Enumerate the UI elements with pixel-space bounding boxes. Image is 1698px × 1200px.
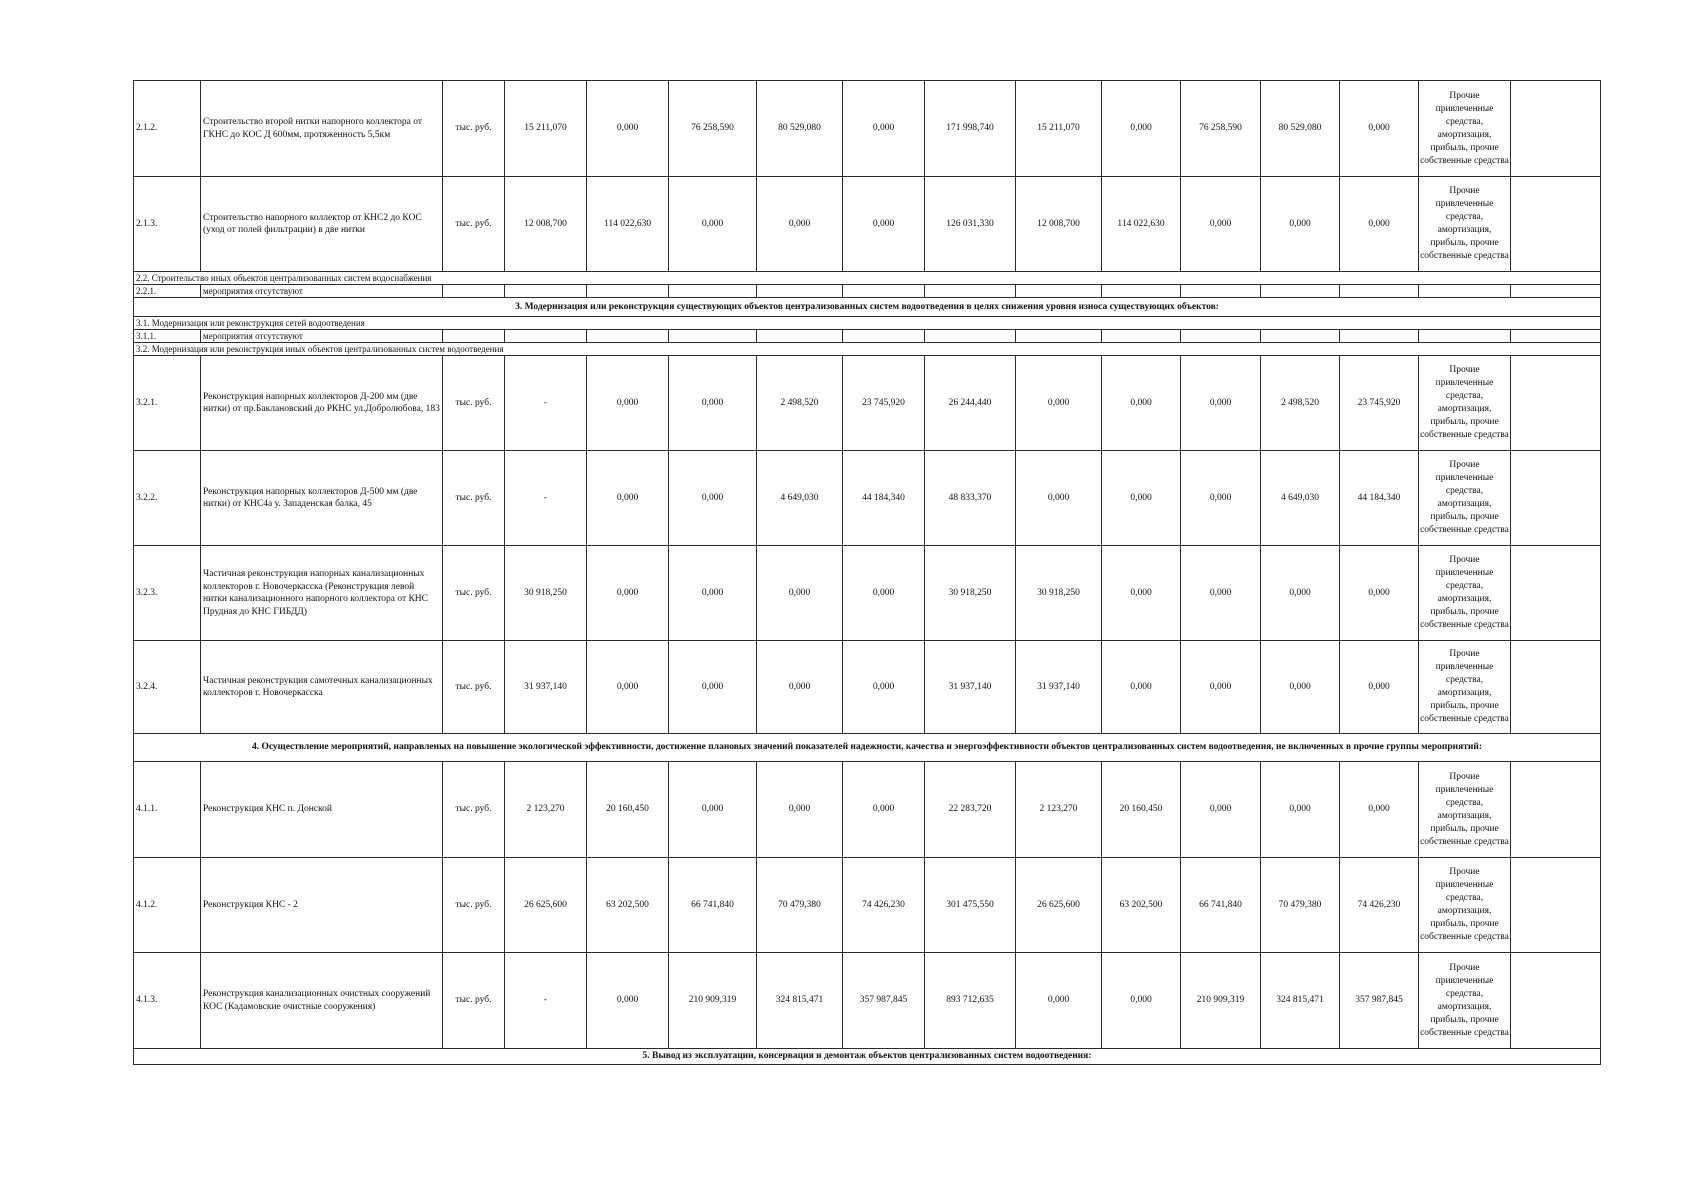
value-cell: 20 160,450 xyxy=(1102,762,1181,858)
value-cell: 0,000 xyxy=(587,953,669,1049)
row-description: Частичная реконструкция самотечных канализационных коллекторов г. Новочеркасска xyxy=(201,641,443,734)
value-cell: 30 918,250 xyxy=(925,546,1016,641)
row-number: 2.2.1. xyxy=(134,285,201,298)
value-cell: 0,000 xyxy=(757,177,843,272)
funding-source-cell: Прочие привлеченные средства, амортизация, прибыль, прочие собственные средства xyxy=(1419,641,1511,734)
empty-cell xyxy=(1511,285,1601,298)
empty-cell xyxy=(505,330,587,343)
empty-cell xyxy=(443,285,505,298)
funding-source-cell: Прочие привлеченные средства, амортизация, прибыль, прочие собственные средства xyxy=(1419,546,1511,641)
value-cell: 4 649,030 xyxy=(1261,451,1340,546)
value-cell: 66 741,840 xyxy=(1181,858,1261,953)
row-description: мероприятия отсутствуют xyxy=(201,285,443,298)
row-number: 4.1.3. xyxy=(134,953,201,1049)
table-row xyxy=(134,330,1601,343)
funding-source-cell: Прочие привлеченные средства, амортизация, прибыль, прочие собственные средства xyxy=(1419,762,1511,858)
value-cell: 171 998,740 xyxy=(925,81,1016,177)
value-cell: 0,000 xyxy=(843,762,925,858)
empty-cell xyxy=(1419,285,1511,298)
value-cell: 20 160,450 xyxy=(587,762,669,858)
row-description: Частичная реконструкция напорных канализационных коллекторов г. Новочеркасска (Реконструкция левой нитки канализационного напорного коллектора от КНС Прудная до КНС ГИБДД) xyxy=(201,546,443,641)
unit-cell: тыс. руб. xyxy=(443,641,505,734)
empty-cell xyxy=(757,285,843,298)
row-number: 3.2.2. xyxy=(134,451,201,546)
value-cell: 0,000 xyxy=(1016,953,1102,1049)
empty-cell xyxy=(757,330,843,343)
value-cell: 23 745,920 xyxy=(1340,356,1419,451)
value-cell: 0,000 xyxy=(587,356,669,451)
value-cell: 0,000 xyxy=(1102,546,1181,641)
value-cell: 76 258,590 xyxy=(1181,81,1261,177)
value-cell: 210 909,319 xyxy=(1181,953,1261,1049)
empty-cell xyxy=(1511,330,1601,343)
row-number: 3.1.1. xyxy=(134,330,201,343)
value-cell: 0,000 xyxy=(843,81,925,177)
value-cell: 0,000 xyxy=(1340,641,1419,734)
value-cell: 2 498,520 xyxy=(1261,356,1340,451)
subsection-title: 3.1. Модернизация или реконструкция сетей водоотведения xyxy=(134,317,1601,330)
empty-cell xyxy=(1511,641,1601,734)
empty-cell xyxy=(843,330,925,343)
value-cell: 74 426,230 xyxy=(1340,858,1419,953)
value-cell: 0,000 xyxy=(1261,546,1340,641)
unit-cell: тыс. руб. xyxy=(443,451,505,546)
row-number: 3.2.1. xyxy=(134,356,201,451)
empty-cell xyxy=(669,330,757,343)
empty-cell xyxy=(843,285,925,298)
value-cell: 0,000 xyxy=(1102,81,1181,177)
value-cell: 48 833,370 xyxy=(925,451,1016,546)
row-description: мероприятия отсутствуют xyxy=(201,330,443,343)
value-cell: 0,000 xyxy=(669,451,757,546)
empty-cell xyxy=(1340,285,1419,298)
funding-source-cell: Прочие привлеченные средства, амортизация, прибыль, прочие собственные средства xyxy=(1419,451,1511,546)
empty-cell xyxy=(443,330,505,343)
empty-cell xyxy=(1419,330,1511,343)
value-cell: 0,000 xyxy=(757,641,843,734)
value-cell: 114 022,630 xyxy=(587,177,669,272)
unit-cell: тыс. руб. xyxy=(443,858,505,953)
row-description: Строительство второй нитки напорного коллектора от ГКНС до КОС Д 600мм, протяженность 5,5км xyxy=(201,81,443,177)
subsection-row xyxy=(134,343,1601,356)
value-cell: 2 498,520 xyxy=(757,356,843,451)
empty-cell xyxy=(1181,330,1261,343)
value-cell: 63 202,500 xyxy=(587,858,669,953)
table-row xyxy=(134,641,1601,734)
value-cell: 2 123,270 xyxy=(1016,762,1102,858)
value-cell: 26 625,600 xyxy=(505,858,587,953)
unit-cell: тыс. руб. xyxy=(443,953,505,1049)
row-number: 4.1.2. xyxy=(134,858,201,953)
empty-cell xyxy=(1511,546,1601,641)
value-cell: 74 426,230 xyxy=(843,858,925,953)
row-description: Реконструкция напорных коллекторов Д-500 мм (две нитки) от КНС4а у. Западенская балка, 45 xyxy=(201,451,443,546)
value-cell: 22 283,720 xyxy=(925,762,1016,858)
empty-cell xyxy=(669,285,757,298)
value-cell: 0,000 xyxy=(1102,451,1181,546)
empty-cell xyxy=(1511,81,1601,177)
value-cell: 80 529,080 xyxy=(1261,81,1340,177)
investment-program-table xyxy=(133,80,1601,1065)
empty-cell xyxy=(1511,177,1601,272)
empty-cell xyxy=(1016,330,1102,343)
value-cell: 0,000 xyxy=(1181,451,1261,546)
subsection-row xyxy=(134,317,1601,330)
empty-cell xyxy=(1511,762,1601,858)
value-cell: 44 184,340 xyxy=(1340,451,1419,546)
value-cell: 114 022,630 xyxy=(1102,177,1181,272)
empty-cell xyxy=(587,330,669,343)
value-cell: 66 741,840 xyxy=(669,858,757,953)
empty-cell xyxy=(1511,953,1601,1049)
empty-cell xyxy=(1181,285,1261,298)
value-cell: 12 008,700 xyxy=(1016,177,1102,272)
empty-cell xyxy=(1511,858,1601,953)
value-cell: - xyxy=(505,356,587,451)
value-cell: 0,000 xyxy=(1181,546,1261,641)
row-number: 2.1.2. xyxy=(134,81,201,177)
empty-cell xyxy=(505,285,587,298)
value-cell: 0,000 xyxy=(1181,641,1261,734)
value-cell: 301 475,550 xyxy=(925,858,1016,953)
unit-cell: тыс. руб. xyxy=(443,356,505,451)
empty-cell xyxy=(1511,356,1601,451)
value-cell: 0,000 xyxy=(1340,762,1419,858)
value-cell: 0,000 xyxy=(587,81,669,177)
value-cell: 324 815,471 xyxy=(1261,953,1340,1049)
section-title: 3. Модернизация или реконструкция существующих объектов централизованных систем водоотведения в целях снижения уровня износа существующих объектов: xyxy=(134,298,1601,317)
empty-cell xyxy=(1016,285,1102,298)
value-cell: - xyxy=(505,451,587,546)
value-cell: 23 745,920 xyxy=(843,356,925,451)
table-row xyxy=(134,762,1601,858)
value-cell: 0,000 xyxy=(1340,81,1419,177)
table-body xyxy=(134,81,1601,1065)
unit-cell: тыс. руб. xyxy=(443,177,505,272)
value-cell: 26 244,440 xyxy=(925,356,1016,451)
value-cell: 126 031,330 xyxy=(925,177,1016,272)
unit-cell: тыс. руб. xyxy=(443,546,505,641)
value-cell: 0,000 xyxy=(757,762,843,858)
funding-source-cell: Прочие привлеченные средства, амортизация, прибыль, прочие собственные средства xyxy=(1419,81,1511,177)
empty-cell xyxy=(1102,330,1181,343)
value-cell: 0,000 xyxy=(1181,356,1261,451)
funding-source-cell: Прочие привлеченные средства, амортизация, прибыль, прочие собственные средства xyxy=(1419,356,1511,451)
value-cell: 0,000 xyxy=(1340,546,1419,641)
value-cell: 0,000 xyxy=(669,356,757,451)
value-cell: 0,000 xyxy=(587,641,669,734)
empty-cell xyxy=(925,285,1016,298)
value-cell: 0,000 xyxy=(669,641,757,734)
table-row xyxy=(134,546,1601,641)
unit-cell: тыс. руб. xyxy=(443,762,505,858)
section-row xyxy=(134,734,1601,762)
funding-source-cell: Прочие привлеченные средства, амортизация, прибыль, прочие собственные средства xyxy=(1419,177,1511,272)
row-description: Реконструкция канализационных очистных сооружений КОС (Кадамовские очистные сооружения) xyxy=(201,953,443,1049)
value-cell: 0,000 xyxy=(1261,177,1340,272)
value-cell: 12 008,700 xyxy=(505,177,587,272)
value-cell: 15 211,070 xyxy=(505,81,587,177)
value-cell: 80 529,080 xyxy=(757,81,843,177)
value-cell: 357 987,845 xyxy=(1340,953,1419,1049)
section-row xyxy=(134,1049,1601,1065)
subsection-title: 3.2. Модернизация или реконструкция иных объектов централизованных систем водоотведения xyxy=(134,343,1601,356)
value-cell: 0,000 xyxy=(1102,641,1181,734)
funding-source-cell: Прочие привлеченные средства, амортизация, прибыль, прочие собственные средства xyxy=(1419,858,1511,953)
value-cell: 70 479,380 xyxy=(757,858,843,953)
section-title: 5. Вывод из эксплуатации, консервация и демонтаж объектов централизованных систем водоотведения: xyxy=(134,1049,1601,1065)
value-cell: 0,000 xyxy=(587,451,669,546)
row-description: Реконструкция КНС п. Донской xyxy=(201,762,443,858)
value-cell: 0,000 xyxy=(1181,177,1261,272)
value-cell: 0,000 xyxy=(843,546,925,641)
value-cell: 0,000 xyxy=(843,177,925,272)
value-cell: 0,000 xyxy=(669,177,757,272)
empty-cell xyxy=(1340,330,1419,343)
table-row xyxy=(134,356,1601,451)
section-title: 4. Осуществление мероприятий, направленых на повышение экологической эффективности, достижение плановых значений показателей надежности, качества и энергоэффективности объектов централизованных систем водоотведения, не включенных в прочие группы мероприятий: xyxy=(134,734,1601,762)
value-cell: 31 937,140 xyxy=(505,641,587,734)
table-row xyxy=(134,81,1601,177)
unit-cell: тыс. руб. xyxy=(443,81,505,177)
value-cell: 0,000 xyxy=(1340,177,1419,272)
value-cell: 0,000 xyxy=(669,762,757,858)
value-cell: 15 211,070 xyxy=(1016,81,1102,177)
value-cell: 30 918,250 xyxy=(505,546,587,641)
table-row xyxy=(134,953,1601,1049)
value-cell: 0,000 xyxy=(1261,762,1340,858)
section-row xyxy=(134,298,1601,317)
value-cell: 31 937,140 xyxy=(925,641,1016,734)
value-cell: 0,000 xyxy=(1181,762,1261,858)
value-cell: 4 649,030 xyxy=(757,451,843,546)
value-cell: 70 479,380 xyxy=(1261,858,1340,953)
row-number: 4.1.1. xyxy=(134,762,201,858)
row-number: 3.2.3. xyxy=(134,546,201,641)
subsection-title: 2.2. Строительство иных объектов централизованных систем водоснабжения xyxy=(134,272,1601,285)
empty-cell xyxy=(1261,330,1340,343)
value-cell: 30 918,250 xyxy=(1016,546,1102,641)
value-cell: 210 909,319 xyxy=(669,953,757,1049)
value-cell: 44 184,340 xyxy=(843,451,925,546)
value-cell: 893 712,635 xyxy=(925,953,1016,1049)
row-number: 2.1.3. xyxy=(134,177,201,272)
value-cell: 0,000 xyxy=(1261,641,1340,734)
table-row xyxy=(134,177,1601,272)
empty-cell xyxy=(925,330,1016,343)
value-cell: 2 123,270 xyxy=(505,762,587,858)
table-row xyxy=(134,858,1601,953)
value-cell: 0,000 xyxy=(757,546,843,641)
table-row xyxy=(134,285,1601,298)
value-cell: 0,000 xyxy=(1016,451,1102,546)
value-cell: 76 258,590 xyxy=(669,81,757,177)
value-cell: 0,000 xyxy=(843,641,925,734)
row-number: 3.2.4. xyxy=(134,641,201,734)
value-cell: 0,000 xyxy=(587,546,669,641)
empty-cell xyxy=(1261,285,1340,298)
value-cell: 324 815,471 xyxy=(757,953,843,1049)
row-description: Реконструкция КНС - 2 xyxy=(201,858,443,953)
value-cell: 63 202,500 xyxy=(1102,858,1181,953)
empty-cell xyxy=(587,285,669,298)
empty-cell xyxy=(1511,451,1601,546)
value-cell: 0,000 xyxy=(1102,356,1181,451)
row-description: Реконструкция напорных коллекторов Д-200 мм (две нитки) от пр.Баклановский до РКНС ул.Добролюбова, 183 xyxy=(201,356,443,451)
value-cell: 357 987,845 xyxy=(843,953,925,1049)
value-cell: 26 625,600 xyxy=(1016,858,1102,953)
funding-source-cell: Прочие привлеченные средства, амортизация, прибыль, прочие собственные средства xyxy=(1419,953,1511,1049)
table-row xyxy=(134,451,1601,546)
value-cell: 0,000 xyxy=(1102,953,1181,1049)
document-sheet xyxy=(133,80,1600,1065)
row-description: Строительство напорного коллектор от КНС2 до КОС (уход от полей фильтрации) в две нитки xyxy=(201,177,443,272)
value-cell: 0,000 xyxy=(669,546,757,641)
subsection-row xyxy=(134,272,1601,285)
value-cell: 31 937,140 xyxy=(1016,641,1102,734)
empty-cell xyxy=(1102,285,1181,298)
value-cell: 0,000 xyxy=(1016,356,1102,451)
value-cell: - xyxy=(505,953,587,1049)
